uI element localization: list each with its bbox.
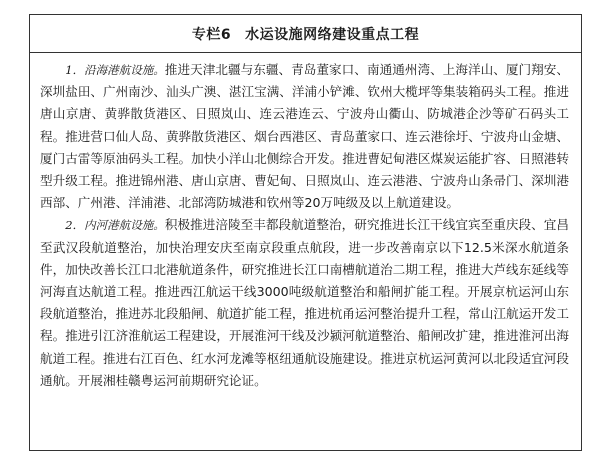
- section-text: 积极推进涪陵至丰都段航道整治，研究推进长江干线宜宾至重庆段、宜昌至武汉段航道整治，加快治理安庆至南京段重点航段，进一步改善南京以下12.5米深水航道条件，加快改善长江口北港航道条件，研究推进长江口南槽航道治二期工程，推进大芦线东延线等河海直达航道工程。推进西江航运干线3000吨级航道整治和船闸扩能工程。开展京杭运河山东段航道整治，推进苏北段船闸、航道扩能工程，推进杭甬运河整治提升工程，常山江航运开发工程。推进引江济淮航运工程建设，开展淮河干线及沙颍河航道整治、船闸改扩建，推进淮河出海航道工程。推进右江百色、红水河龙滩等枢纽通航设施建设。推进京杭运河黄河以北段适宜河段通航。开展湘桂赣粤运河前期研究论证。: [40, 217, 569, 388]
- column-title: 水运设施网络建设重点工程: [245, 26, 420, 43]
- section-label: 1．沿海港航设施。: [65, 63, 165, 77]
- project-column-box: [29, 14, 582, 451]
- column-header: [30, 15, 581, 53]
- column-number: 专栏6: [191, 26, 232, 43]
- section-text: 推进天津北疆与东疆、青岛董家口、南通通州湾、上海洋山、厦门翔安、深圳盐田、广州南沙、汕头广澳、湛江宝满、洋浦小铲滩、钦州大榄坪等集装箱码头工程。推进唐山京唐、黄骅散货港区、日照岚山、连云港连云、宁波舟山衢山、防城港企沙等矿石码头工程。推进营口仙人岛、黄骅散货港区、烟台西港区、青岛董家口、连云港徐圩、宁波舟山金塘、厦门古雷等原油码头工程。加快小洋山北侧综合开发。推进曹妃甸港区煤炭运能扩容、日照港转型升级工程。推进锦州港、唐山京唐、曹妃甸、日照岚山、连云港港、宁波舟山条帚门、深圳港西部、广州港、洋浦港、北部湾防城港和钦州等20万吨级及以上航道建设。: [40, 62, 569, 211]
- column-body: [30, 53, 581, 392]
- section-inland-waterway: [40, 214, 569, 392]
- section-coastal-port: [40, 59, 569, 214]
- section-label: 2．内河港航设施。: [65, 218, 165, 233]
